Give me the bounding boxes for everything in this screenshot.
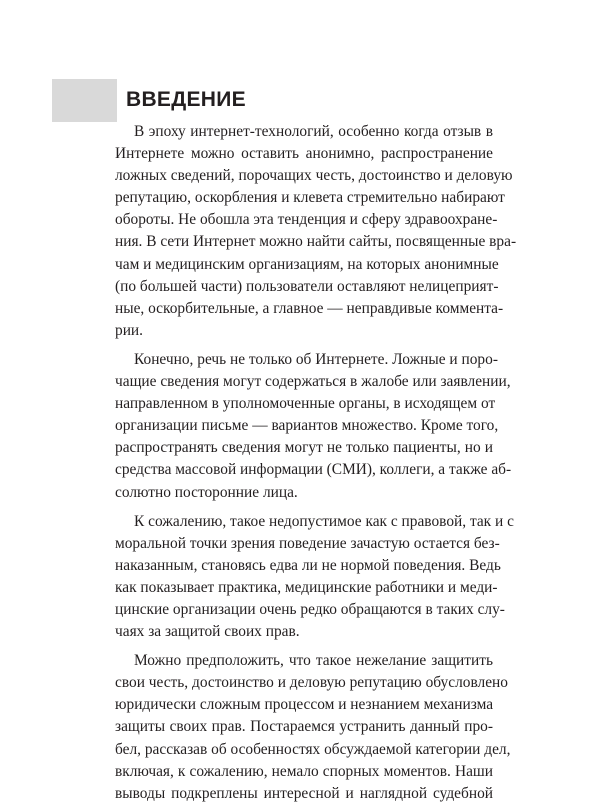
text-line: юридически сложным процессом и незнанием механизма xyxy=(115,696,494,714)
text-line: свои честь, достоинство и деловую репутацию обусловлено xyxy=(115,674,508,692)
text-line: как показывает практика, медицинские работники и меди- xyxy=(115,578,498,596)
paragraph xyxy=(115,121,517,342)
text-line: К сожалению, такое недопустимое как с правовой, так и с xyxy=(134,512,514,530)
text-line: чам и медицинским организациям, на которых анонимные xyxy=(115,255,499,273)
text-line: распространять сведения могут не только пациенты, но и xyxy=(115,439,493,457)
text-line: направленном в уполномоченные органы, в исходящем от xyxy=(115,395,496,413)
text-line: выводы подкреплены интересной и наглядной судебной xyxy=(115,784,493,802)
text-line: (по большей части) пользователи оставляют нелицеприят- xyxy=(115,277,499,295)
text-line: чащие сведения могут содержаться в жалобе или заявлении, xyxy=(115,373,511,391)
text-line: наказанным, становясь едва ли не нормой поведения. Ведь xyxy=(115,556,501,574)
text-line: В эпоху интернет-технологий, особенно когда отзыв в xyxy=(134,123,493,140)
text-line: организации письме — вариантов множество. Кроме того, xyxy=(115,417,499,435)
text-line: обороты. Не обошла эта тенденция и сферу здравоохране- xyxy=(115,211,498,229)
text-line: солютно посторонние лица. xyxy=(115,483,298,501)
text-line: рии. xyxy=(115,321,144,339)
text-line: защиты своих прав. Постараемся устранить данный про- xyxy=(115,718,493,736)
text-line: Можно предположить, что такое нежелание защитить xyxy=(134,652,493,670)
heading-accent-bar xyxy=(52,79,117,122)
text-line: моральной точки зрения поведение зачастую остается без- xyxy=(115,534,500,552)
text-line: чаях за защитой своих прав. xyxy=(115,623,300,641)
text-line: бел, рассказав об особенностях обсуждаемой категории дел, xyxy=(115,740,511,758)
text-line: Конечно, речь не только об Интернете. Ложные и поро- xyxy=(134,350,498,368)
paragraph xyxy=(115,511,514,644)
text-line: ния. В сети Интернет можно найти сайты, посвященные вра- xyxy=(115,233,517,251)
text-line: средства массовой информации (СМИ), коллеги, а также аб- xyxy=(115,461,512,479)
text-line: Интернете можно оставить анонимно, распространение xyxy=(115,145,493,163)
text-line: ложных сведений, порочащих честь, достоинство и деловую xyxy=(115,167,513,185)
text-line: репутацию, оскорбления и клевета стремительно набирают xyxy=(115,189,505,207)
body-text xyxy=(115,121,517,812)
text-line: цинские организации очень редко обращаются в таких слу- xyxy=(115,600,505,618)
paragraph xyxy=(115,349,512,504)
page-title: ВВЕДЕНИЕ xyxy=(126,88,246,111)
text-line: ные, оскорбительные, а главное — неправдивые коммента- xyxy=(115,299,504,317)
text-line: включая, к сожалению, немало спорных моментов. Наши xyxy=(115,762,493,780)
paragraph xyxy=(115,650,511,805)
